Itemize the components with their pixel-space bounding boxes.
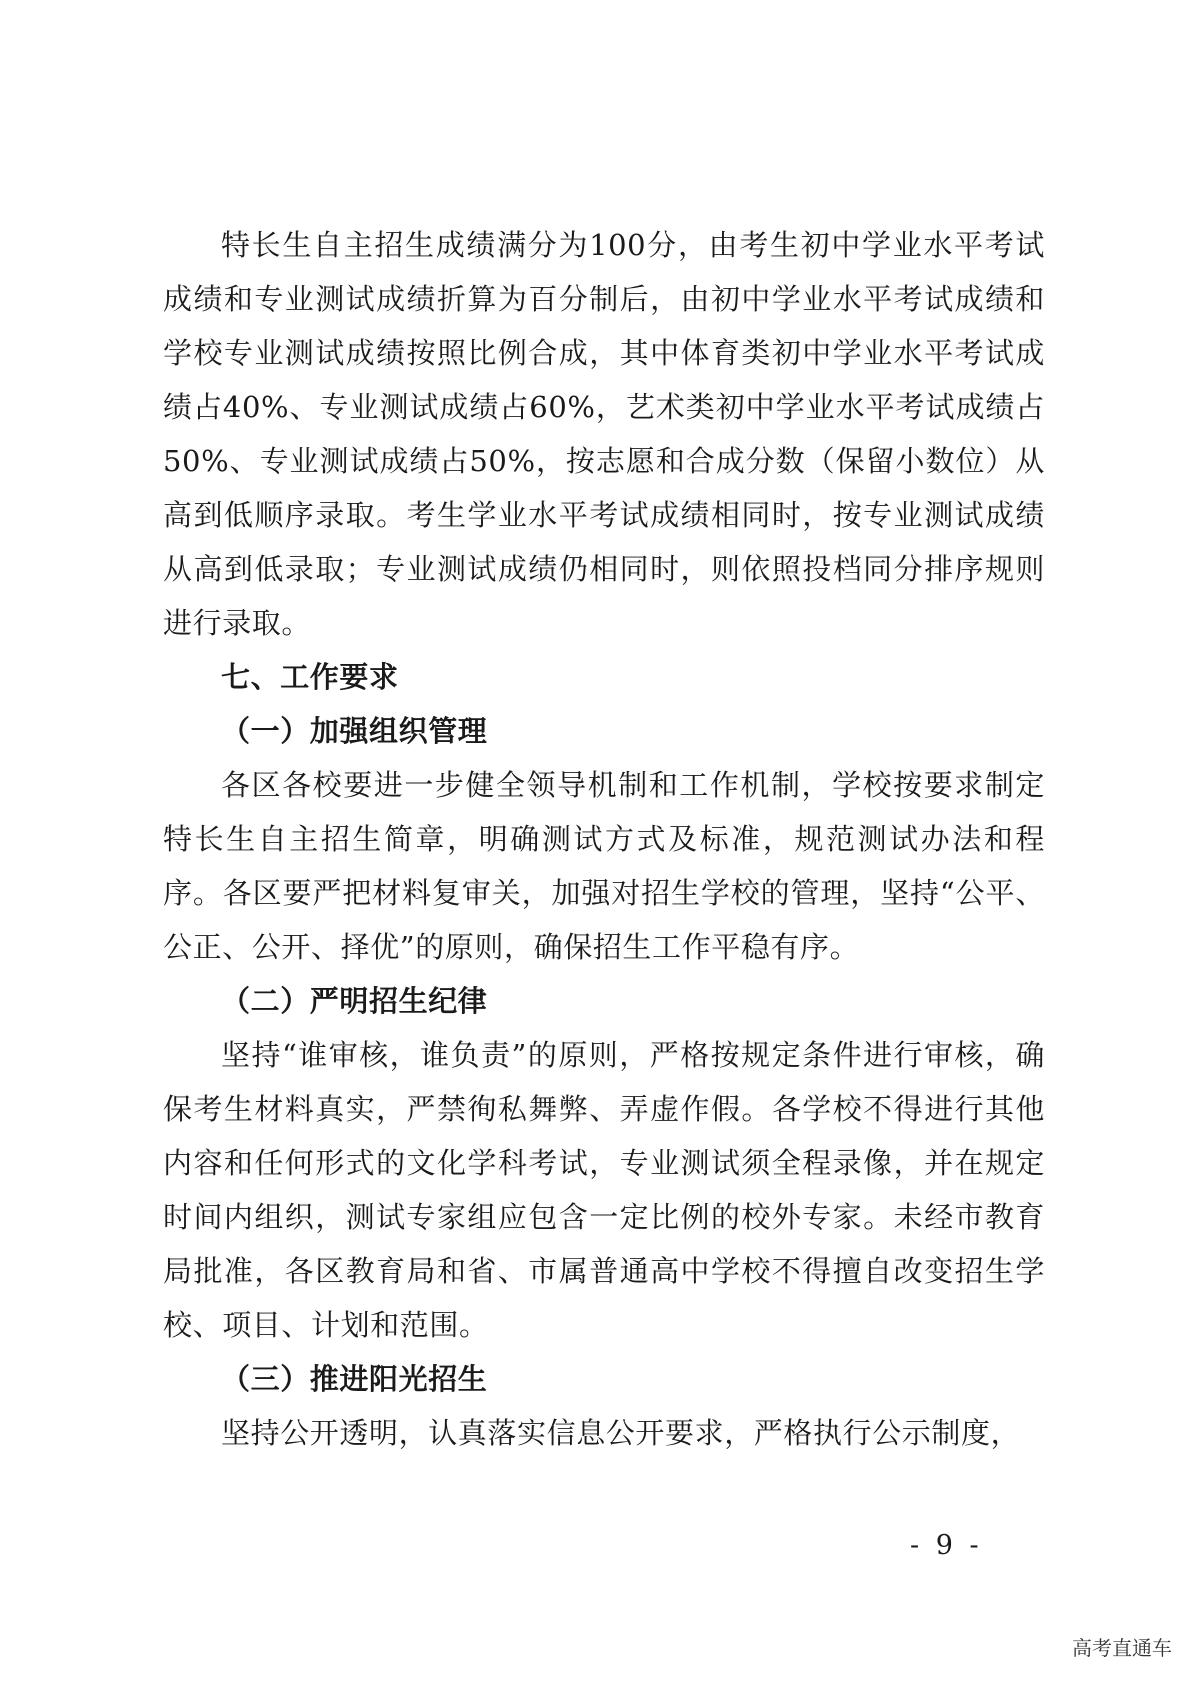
page-number: - 9 - <box>910 1530 983 1561</box>
paragraph-scoring-rules: 特长生自主招生成绩满分为100分，由考生初中学业水平考试成绩和专业测试成绩折算为百分制后，由初中学业水平考试成绩和学校专业测试成绩按照比例合成，其中体育类初中学业水平考试成绩占40%、专业测试成绩占60%，艺术类初中学业水平考试成绩占50%、专业测试成绩占50%，按志愿和合成分数（保留小数位）从高到低顺序录取。考生学业水平考试成绩相同时，按专业测试成绩从高到低录取；专业测试成绩仍相同时，则依照投档同分排序规则进行录取。 <box>163 228 1045 640</box>
paragraph-sunshine-enrollment: 坚持公开透明，认真落实信息公开要求，严格执行公示制度， <box>221 1416 1021 1450</box>
watermark-text: 高考直通车 <box>1072 1636 1172 1660</box>
subheading-sunshine-enrollment: （三）推进阳光招生 <box>221 1362 488 1396</box>
paragraph-organization-management: 各区各校要进一步健全领导机制和工作机制，学校按要求制定特长生自主招生简章，明确测试方式及标准，规范测试办法和程序。各区要严把材料复审关，加强对招生学校的管理，坚持“公平、公正、公开、择优”的原则，确保招生工作平稳有序。 <box>163 768 1045 964</box>
section-heading-work-requirements: 七、工作要求 <box>221 660 399 694</box>
subheading-enrollment-discipline: （二）严明招生纪律 <box>221 984 488 1018</box>
document-body <box>163 218 1045 1460</box>
paragraph-enrollment-discipline: 坚持“谁审核，谁负责”的原则，严格按规定条件进行审核，确保考生材料真实，严禁徇私舞弊、弄虚作假。各学校不得进行其他内容和任何形式的文化学科考试，专业测试须全程录像，并在规定时间内组织，测试专家组应包含一定比例的校外专家。未经市教育局批准，各区教育局和省、市属普通高中学校不得擅自改变招生学校、项目、计划和范围。 <box>163 1038 1045 1342</box>
subheading-organization-management: （一）加强组织管理 <box>221 714 488 748</box>
